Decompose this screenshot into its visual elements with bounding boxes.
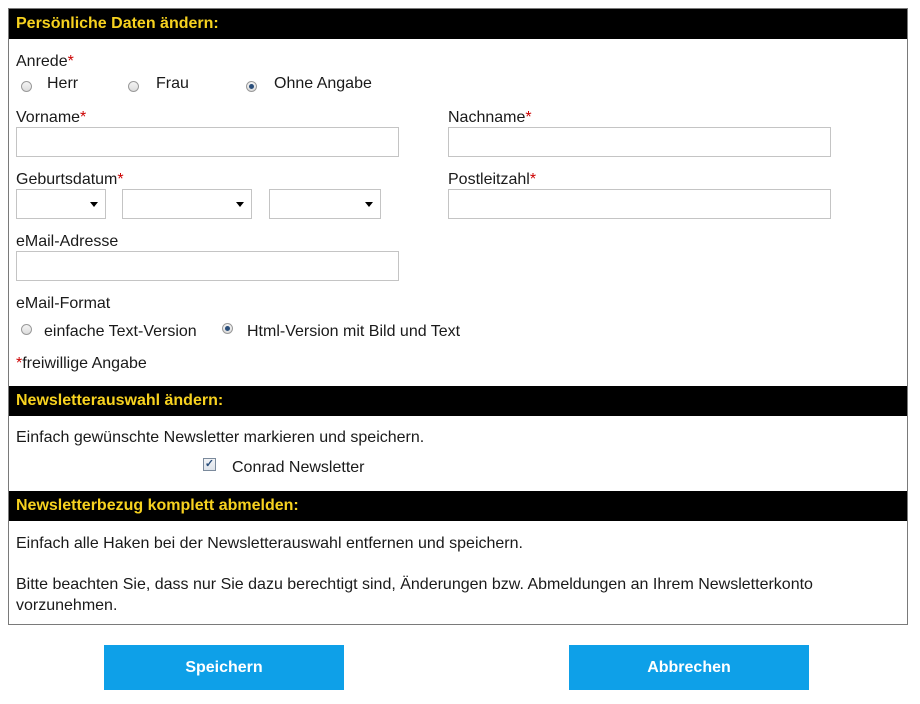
birthdate-day-select[interactable]: [16, 189, 106, 219]
birthdate-label-text: Geburtsdatum: [16, 171, 118, 188]
postal-code-input[interactable]: [448, 189, 831, 219]
salutation-radio-frau[interactable]: [128, 81, 139, 92]
chevron-down-icon: [236, 202, 244, 207]
salutation-radio-ohne-angabe[interactable]: [246, 81, 257, 92]
required-marker: *: [529, 171, 537, 188]
email-format-label-html: Html-Version mit Bild und Text: [247, 323, 461, 340]
salutation-label-text: Anrede: [16, 53, 68, 70]
required-marker: *: [525, 109, 532, 126]
unsubscribe-header: Newsletterbezug komplett abmelden:: [9, 491, 907, 521]
salutation-label-frau: Frau: [156, 75, 189, 92]
required-marker: *: [80, 109, 87, 126]
newsletter-instruction: Einfach gewünschte Newsletter markieren und speichern.: [16, 429, 425, 446]
salutation-label: [16, 53, 74, 71]
unsubscribe-instruction: Einfach alle Haken bei der Newsletterauswahl entfernen und speichern.: [16, 535, 523, 552]
chevron-down-icon: [90, 202, 98, 207]
postal-code-label-text: Postleitzahl: [448, 171, 530, 188]
last-name-label-text: Nachname: [448, 109, 526, 126]
postal-code-label: [448, 171, 536, 189]
newsletter-checkbox[interactable]: [203, 458, 216, 471]
unsubscribe-notice: Bitte beachten Sie, dass nur Sie dazu berechtigt sind, Änderungen bzw. Abmeldungen an Ihrem Newsletterkonto vorzunehmen.: [16, 576, 813, 614]
email-label: eMail-Adresse: [16, 233, 119, 250]
required-marker: *: [67, 53, 74, 70]
chevron-down-icon: [365, 202, 373, 207]
cancel-button[interactable]: Abbrechen: [569, 645, 809, 690]
check-icon: ✓: [204, 458, 215, 470]
profile-form-panel: [8, 8, 908, 625]
required-marker: *: [16, 355, 23, 372]
salutation-radio-herr[interactable]: [21, 81, 32, 92]
personal-data-header: Persönliche Daten ändern:: [9, 9, 907, 39]
required-fields-note: [16, 355, 147, 373]
salutation-label-ohne-angabe: Ohne Angabe: [274, 75, 372, 92]
first-name-label: [16, 109, 86, 127]
birthdate-year-select[interactable]: [269, 189, 381, 219]
newsletter-selection-header: Newsletterauswahl ändern:: [9, 386, 907, 416]
salutation-label-herr: Herr: [47, 75, 79, 92]
required-note-text: freiwillige Angabe: [22, 355, 147, 372]
birthdate-label: [16, 171, 124, 189]
last-name-label: [448, 109, 532, 127]
first-name-input[interactable]: [16, 127, 399, 157]
email-format-radio-html[interactable]: [222, 323, 233, 334]
birthdate-month-select[interactable]: [122, 189, 252, 219]
first-name-label-text: Vorname: [16, 109, 81, 126]
email-format-label-text: einfache Text-Version: [44, 323, 197, 340]
email-input[interactable]: [16, 251, 399, 281]
email-format-label: eMail-Format: [16, 295, 111, 312]
email-format-radio-text[interactable]: [21, 324, 32, 335]
save-button[interactable]: Speichern: [104, 645, 344, 690]
required-marker: *: [117, 171, 124, 188]
newsletter-item-label: Conrad Newsletter: [232, 459, 365, 476]
last-name-input[interactable]: [448, 127, 831, 157]
